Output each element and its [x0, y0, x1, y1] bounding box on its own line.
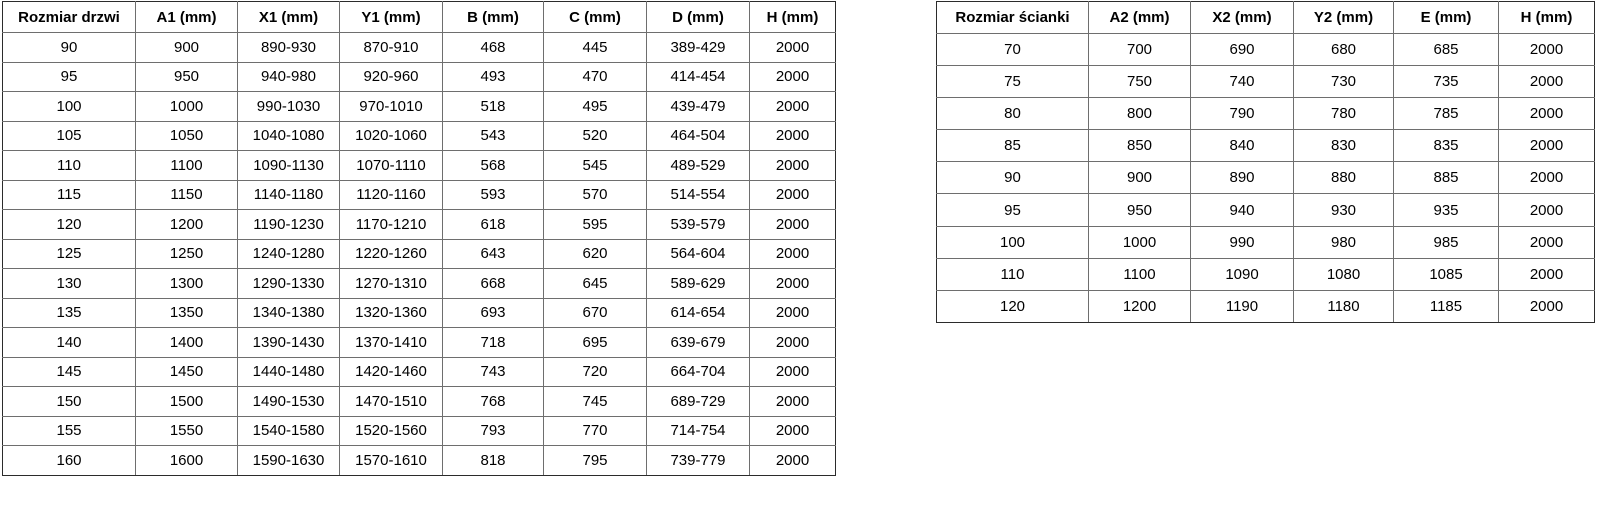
table-cell: 1200 [1089, 290, 1191, 322]
table-cell: 890-930 [238, 33, 340, 63]
table-cell: 1220-1260 [340, 239, 443, 269]
table-cell: 690 [1191, 34, 1294, 66]
table-row [3, 151, 836, 181]
table-cell: 120 [3, 210, 136, 240]
table-cell: 1290-1330 [238, 269, 340, 299]
table-cell: 680 [1294, 34, 1394, 66]
table-cell: 685 [1394, 34, 1499, 66]
table-cell: 1120-1160 [340, 180, 443, 210]
table-cell: 770 [544, 416, 647, 446]
table-cell: 935 [1394, 194, 1499, 226]
table-cell: 389-429 [647, 33, 750, 63]
table-cell: 2000 [750, 239, 836, 269]
table-cell: 2000 [1499, 34, 1595, 66]
table-cell: 90 [937, 162, 1089, 194]
table-cell: 514-554 [647, 180, 750, 210]
table-cell: 1200 [136, 210, 238, 240]
table-cell: 85 [937, 130, 1089, 162]
table-cell: 1190-1230 [238, 210, 340, 240]
table-row [3, 92, 836, 122]
table-cell: 800 [1089, 98, 1191, 130]
header-cell: H (mm) [1499, 2, 1595, 34]
table-cell: 618 [443, 210, 544, 240]
table-cell: 1300 [136, 269, 238, 299]
table-cell: 2000 [1499, 194, 1595, 226]
table-row [3, 239, 836, 269]
table-cell: 80 [937, 98, 1089, 130]
table-cell: 1390-1430 [238, 328, 340, 358]
table-cell: 643 [443, 239, 544, 269]
table-cell: 2000 [750, 62, 836, 92]
table-cell: 990 [1191, 226, 1294, 258]
table-cell: 940-980 [238, 62, 340, 92]
header-cell: X2 (mm) [1191, 2, 1294, 34]
table-cell: 543 [443, 121, 544, 151]
table-cell: 768 [443, 387, 544, 417]
table-cell: 160 [3, 446, 136, 476]
table-cell: 105 [3, 121, 136, 151]
table-cell: 125 [3, 239, 136, 269]
table-cell: 900 [136, 33, 238, 63]
table-cell: 785 [1394, 98, 1499, 130]
table-cell: 120 [937, 290, 1089, 322]
header-row [3, 2, 836, 33]
wall-size-table [936, 1, 1595, 323]
table-cell: 1270-1310 [340, 269, 443, 299]
table-cell: 140 [3, 328, 136, 358]
table-row [3, 62, 836, 92]
table-cell: 130 [3, 269, 136, 299]
table-row [937, 66, 1595, 98]
table-cell: 818 [443, 446, 544, 476]
table-cell: 735 [1394, 66, 1499, 98]
table-cell: 1250 [136, 239, 238, 269]
table-cell: 620 [544, 239, 647, 269]
header-cell: Y1 (mm) [340, 2, 443, 33]
table-row [937, 194, 1595, 226]
table-cell: 1150 [136, 180, 238, 210]
table-cell: 595 [544, 210, 647, 240]
table-row [937, 130, 1595, 162]
table-cell: 720 [544, 357, 647, 387]
table-cell: 1370-1410 [340, 328, 443, 358]
header-cell: D (mm) [647, 2, 750, 33]
table-cell: 155 [3, 416, 136, 446]
header-row [937, 2, 1595, 34]
table-cell: 2000 [1499, 130, 1595, 162]
table-cell: 593 [443, 180, 544, 210]
table-cell: 668 [443, 269, 544, 299]
header-cell: X1 (mm) [238, 2, 340, 33]
table-row [3, 446, 836, 476]
table-cell: 985 [1394, 226, 1499, 258]
header-cell: H (mm) [750, 2, 836, 33]
table-cell: 1020-1060 [340, 121, 443, 151]
table-cell: 1240-1280 [238, 239, 340, 269]
table-row [937, 290, 1595, 322]
table-cell: 110 [937, 258, 1089, 290]
door-size-table [2, 1, 836, 476]
table-cell: 750 [1089, 66, 1191, 98]
table-cell: 1000 [1089, 226, 1191, 258]
table-row [3, 328, 836, 358]
table-cell: 830 [1294, 130, 1394, 162]
table-cell: 1570-1610 [340, 446, 443, 476]
header-cell: Y2 (mm) [1294, 2, 1394, 34]
table-cell: 2000 [750, 298, 836, 328]
table-row [937, 258, 1595, 290]
table-cell: 470 [544, 62, 647, 92]
table-cell: 745 [544, 387, 647, 417]
table-cell: 135 [3, 298, 136, 328]
table-cell: 2000 [1499, 66, 1595, 98]
table-cell: 950 [136, 62, 238, 92]
table-row [3, 416, 836, 446]
header-cell: Rozmiar drzwi [3, 2, 136, 33]
table-cell: 645 [544, 269, 647, 299]
header-cell: E (mm) [1394, 2, 1499, 34]
table-cell: 1400 [136, 328, 238, 358]
table-cell: 2000 [750, 121, 836, 151]
table-cell: 714-754 [647, 416, 750, 446]
table-cell: 2000 [1499, 290, 1595, 322]
table-cell: 110 [3, 151, 136, 181]
table-cell: 414-454 [647, 62, 750, 92]
table-cell: 1550 [136, 416, 238, 446]
table-cell: 1540-1580 [238, 416, 340, 446]
table-cell: 570 [544, 180, 647, 210]
table-row [3, 33, 836, 63]
table-cell: 890 [1191, 162, 1294, 194]
table-cell: 95 [937, 194, 1089, 226]
table-cell: 2000 [1499, 162, 1595, 194]
table-cell: 2000 [750, 416, 836, 446]
table-row [937, 162, 1595, 194]
table-cell: 1440-1480 [238, 357, 340, 387]
table-cell: 2000 [750, 151, 836, 181]
table-cell: 850 [1089, 130, 1191, 162]
table-cell: 780 [1294, 98, 1394, 130]
table-cell: 689-729 [647, 387, 750, 417]
table-cell: 2000 [750, 446, 836, 476]
table-cell: 1140-1180 [238, 180, 340, 210]
table-cell: 495 [544, 92, 647, 122]
table-row [3, 298, 836, 328]
table-cell: 1070-1110 [340, 151, 443, 181]
table-cell: 539-579 [647, 210, 750, 240]
table-cell: 700 [1089, 34, 1191, 66]
table-cell: 100 [937, 226, 1089, 258]
table-cell: 2000 [750, 33, 836, 63]
header-cell: A2 (mm) [1089, 2, 1191, 34]
table-cell: 545 [544, 151, 647, 181]
table-cell: 115 [3, 180, 136, 210]
table-cell: 885 [1394, 162, 1499, 194]
table-cell: 693 [443, 298, 544, 328]
table-cell: 1185 [1394, 290, 1499, 322]
table-cell: 1090 [1191, 258, 1294, 290]
table-cell: 1340-1380 [238, 298, 340, 328]
header-cell: A1 (mm) [136, 2, 238, 33]
table-row [3, 357, 836, 387]
table-cell: 2000 [750, 269, 836, 299]
table-cell: 790 [1191, 98, 1294, 130]
table-cell: 730 [1294, 66, 1394, 98]
table-cell: 793 [443, 416, 544, 446]
header-cell: Rozmiar ścianki [937, 2, 1089, 34]
table-cell: 1520-1560 [340, 416, 443, 446]
table-cell: 489-529 [647, 151, 750, 181]
table-cell: 940 [1191, 194, 1294, 226]
table-cell: 1100 [136, 151, 238, 181]
table-cell: 445 [544, 33, 647, 63]
table-row [3, 387, 836, 417]
table-cell: 2000 [750, 92, 836, 122]
header-cell: B (mm) [443, 2, 544, 33]
table-cell: 75 [937, 66, 1089, 98]
table-cell: 1040-1080 [238, 121, 340, 151]
table-cell: 2000 [750, 328, 836, 358]
table-cell: 1050 [136, 121, 238, 151]
table-cell: 840 [1191, 130, 1294, 162]
table-cell: 970-1010 [340, 92, 443, 122]
table-cell: 1320-1360 [340, 298, 443, 328]
header-cell: C (mm) [544, 2, 647, 33]
table-row [937, 98, 1595, 130]
table-cell: 2000 [1499, 226, 1595, 258]
table-cell: 950 [1089, 194, 1191, 226]
table-row [3, 210, 836, 240]
table-cell: 2000 [750, 387, 836, 417]
table-cell: 1000 [136, 92, 238, 122]
table-cell: 664-704 [647, 357, 750, 387]
table-cell: 900 [1089, 162, 1191, 194]
table-cell: 1080 [1294, 258, 1394, 290]
table-cell: 870-910 [340, 33, 443, 63]
table-cell: 990-1030 [238, 92, 340, 122]
table-cell: 920-960 [340, 62, 443, 92]
table-cell: 743 [443, 357, 544, 387]
table-cell: 1090-1130 [238, 151, 340, 181]
table-cell: 1600 [136, 446, 238, 476]
table-cell: 464-504 [647, 121, 750, 151]
table-cell: 2000 [1499, 258, 1595, 290]
table-cell: 1500 [136, 387, 238, 417]
table-cell: 564-604 [647, 239, 750, 269]
table-cell: 468 [443, 33, 544, 63]
table-cell: 1190 [1191, 290, 1294, 322]
table-cell: 930 [1294, 194, 1394, 226]
table-cell: 150 [3, 387, 136, 417]
table-cell: 70 [937, 34, 1089, 66]
table-cell: 1085 [1394, 258, 1499, 290]
table-cell: 1420-1460 [340, 357, 443, 387]
table-cell: 2000 [750, 210, 836, 240]
table-cell: 695 [544, 328, 647, 358]
table-cell: 1180 [1294, 290, 1394, 322]
table-cell: 145 [3, 357, 136, 387]
table-cell: 1350 [136, 298, 238, 328]
table-cell: 880 [1294, 162, 1394, 194]
table-cell: 639-679 [647, 328, 750, 358]
table-cell: 1170-1210 [340, 210, 443, 240]
table-cell: 568 [443, 151, 544, 181]
table-cell: 1450 [136, 357, 238, 387]
table-cell: 795 [544, 446, 647, 476]
table-cell: 439-479 [647, 92, 750, 122]
table-cell: 718 [443, 328, 544, 358]
table-cell: 1490-1530 [238, 387, 340, 417]
table-cell: 2000 [750, 357, 836, 387]
table-cell: 740 [1191, 66, 1294, 98]
table-cell: 614-654 [647, 298, 750, 328]
table-row [3, 121, 836, 151]
table-cell: 493 [443, 62, 544, 92]
table-row [937, 34, 1595, 66]
table-cell: 518 [443, 92, 544, 122]
table-cell: 2000 [1499, 98, 1595, 130]
table-cell: 1590-1630 [238, 446, 340, 476]
table-row [3, 269, 836, 299]
table-cell: 100 [3, 92, 136, 122]
table-cell: 835 [1394, 130, 1499, 162]
table-cell: 90 [3, 33, 136, 63]
table-cell: 2000 [750, 180, 836, 210]
table-cell: 520 [544, 121, 647, 151]
table-cell: 95 [3, 62, 136, 92]
table-cell: 589-629 [647, 269, 750, 299]
table-cell: 1470-1510 [340, 387, 443, 417]
table-cell: 670 [544, 298, 647, 328]
table-cell: 1100 [1089, 258, 1191, 290]
table-row [937, 226, 1595, 258]
table-cell: 739-779 [647, 446, 750, 476]
table-cell: 980 [1294, 226, 1394, 258]
table-row [3, 180, 836, 210]
